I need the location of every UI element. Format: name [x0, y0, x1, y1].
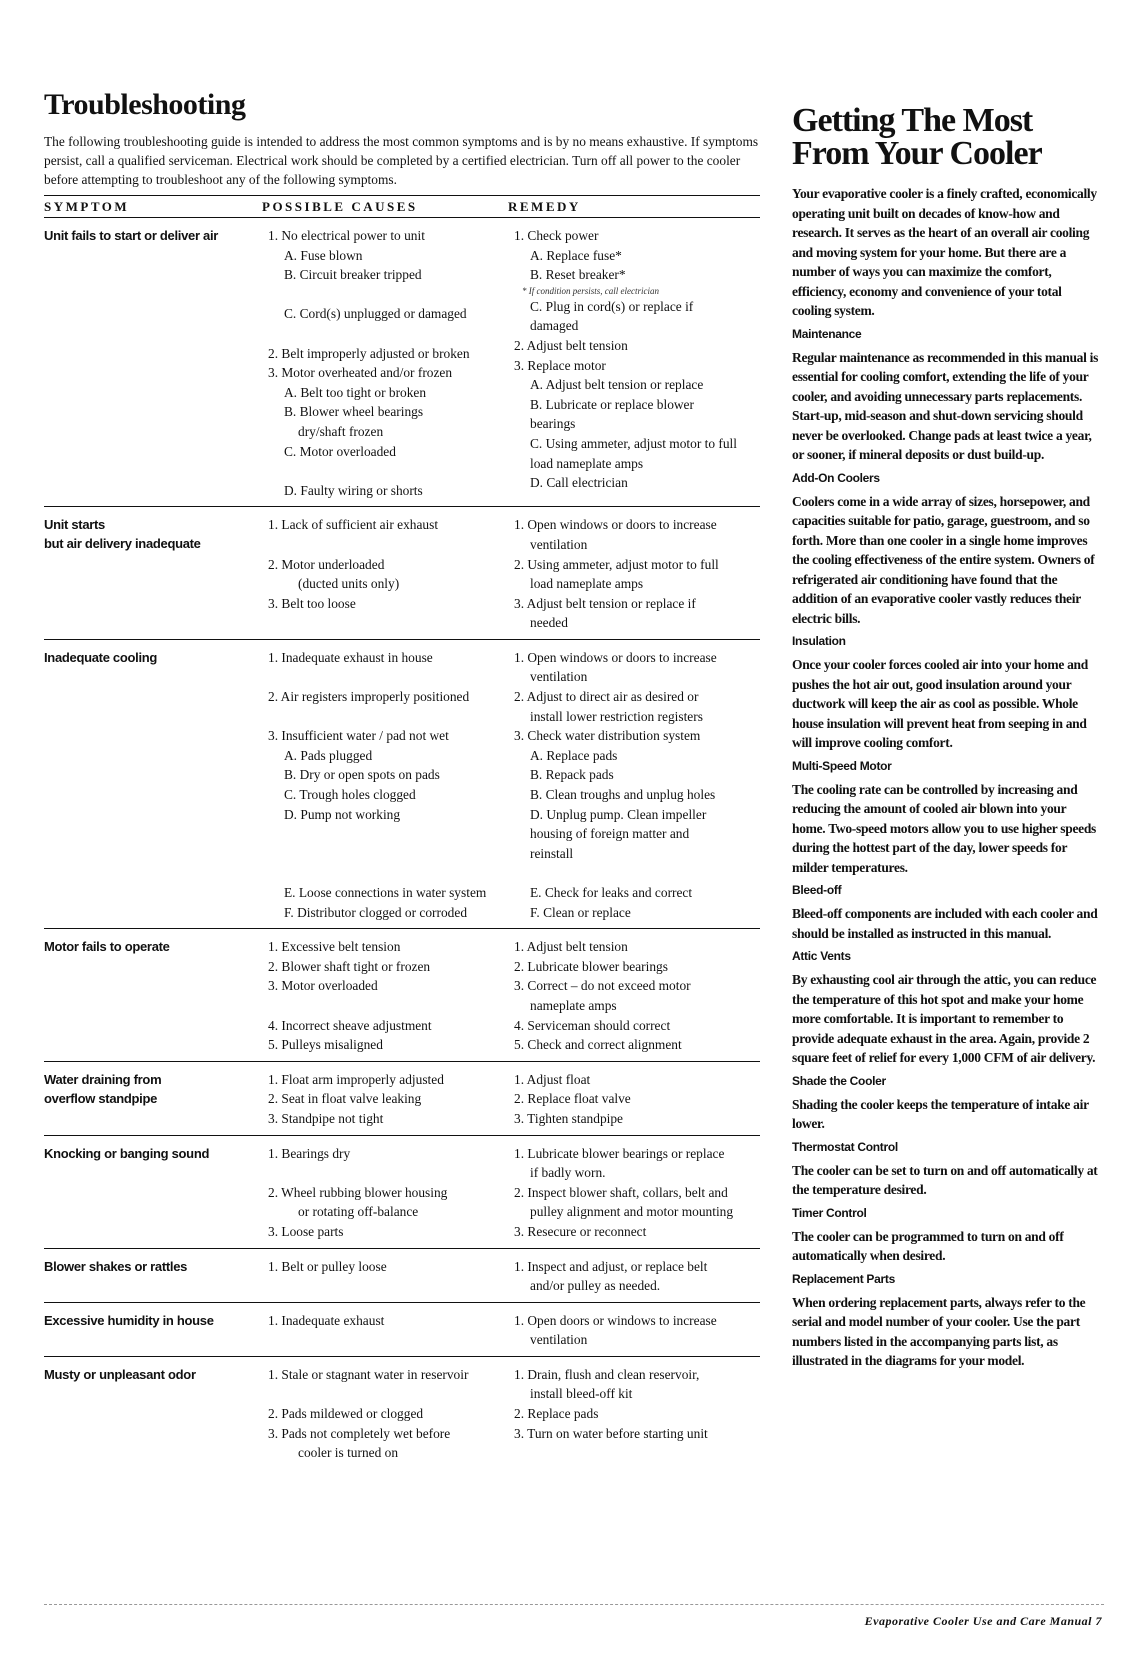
remedy-cell	[508, 937, 760, 1055]
remedy-line: needed	[530, 615, 568, 631]
remedy-line: A. Replace pads	[530, 747, 618, 763]
causes-cell	[262, 515, 508, 633]
getting-most-section	[792, 104, 1102, 1377]
remedy-line: 1. Drain, flush and clean reservoir,	[514, 1366, 700, 1382]
remedy-line: damaged	[530, 318, 579, 334]
topic-heading: Multi-Speed Motor	[792, 758, 892, 773]
symptom-cell	[44, 937, 262, 1055]
cause-line: 3. Belt too loose	[268, 595, 356, 611]
topic-heading: Thermostat Control	[792, 1139, 898, 1154]
remedy-line: D. Call electrician	[530, 475, 628, 491]
causes-cell	[262, 226, 508, 500]
remedy-line: bearings	[530, 416, 576, 432]
remedy-line	[508, 1443, 760, 1463]
cause-line: A. Belt too tight or broken	[284, 384, 427, 400]
remedy-line: B. Lubricate or replace blower	[530, 396, 694, 412]
cause-line: D. Faulty wiring or shorts	[284, 482, 423, 498]
symptom-header: SYMPTOM	[44, 199, 130, 214]
troubleshooting-row	[44, 1061, 760, 1135]
remedy-line: B. Reset breaker*	[530, 267, 626, 283]
cause-line	[262, 1384, 508, 1404]
cause-line: 1. Belt or pulley loose	[268, 1258, 387, 1274]
cause-line: 3. Insufficient water / pad not wet	[268, 728, 449, 744]
causes-cell	[262, 937, 508, 1055]
remedy-line: 3. Correct – do not exceed motor	[514, 978, 691, 994]
remedy-cell	[508, 1070, 760, 1129]
cause-line: 3. Motor overheated and/or frozen	[268, 365, 453, 381]
symptom-text: Knocking or banging sound	[44, 1145, 210, 1161]
remedy-line: 1. Check power	[514, 228, 599, 243]
remedy-line: 3. Replace motor	[514, 357, 606, 373]
remedy-line: 4. Serviceman should correct	[514, 1017, 671, 1033]
topic-body: Coolers come in a wide array of sizes, horsepower, and capacities suitable for patio, garage, guestroom, and so forth. More than one cooler in a single home improves the cooling effectiveness of the entire system. Owners of refrigerated air conditioning have found that the addition of an evaporative cooler vastly reduces their electric bills.	[792, 493, 1095, 626]
remedy-line: 2. Adjust to direct air as desired or	[514, 689, 699, 705]
cause-line	[262, 1163, 508, 1183]
causes-cell	[262, 648, 508, 922]
remedy-line: load nameplate amps	[530, 455, 644, 471]
symptom-cell	[44, 1070, 262, 1129]
symptom-cell	[44, 1365, 262, 1463]
cause-line: A. Pads plugged	[284, 747, 373, 763]
symptom-cell	[44, 648, 262, 922]
remedy-line: 2. Lubricate blower bearings	[514, 958, 668, 974]
remedy-cell	[508, 1311, 760, 1350]
page-footer	[865, 1614, 1102, 1629]
remedy-line: 3. Adjust belt tension or replace if	[514, 595, 696, 611]
cause-line	[262, 844, 508, 864]
remedy-line: A. Replace fuse*	[530, 247, 622, 263]
remedy-line: 2. Replace float valve	[514, 1091, 631, 1107]
cause-line: D. Pump not working	[284, 806, 401, 822]
causes-cell	[262, 1311, 508, 1350]
remedy-line: 1. Open windows or doors to increase	[514, 517, 717, 533]
cause-line: cooler is turned on	[298, 1445, 399, 1461]
topic-body: The cooling rate can be controlled by increasing and reducing the amount of cooled air blown into your home. Two-speed motors allow you to use higher speeds during the hottest part of the day, lower speeds for milder temperatures.	[792, 781, 1096, 875]
cause-line: B. Dry or open spots on pads	[284, 767, 440, 783]
remedy-cell	[508, 515, 760, 633]
topic-body: The cooler can be set to turn on and off automatically at the temperature desired.	[792, 1162, 1098, 1197]
cause-line: 2. Seat in float valve leaking	[268, 1091, 422, 1107]
topics-list	[792, 327, 1102, 1371]
symptom-text: Blower shakes or rattles	[44, 1258, 188, 1274]
cause-line: A. Fuse blown	[284, 247, 363, 263]
cause-line: 2. Wheel rubbing blower housing	[268, 1184, 448, 1200]
topic-body: By exhausting cool air through the attic, you can reduce the temperature of this hot spot and make your home more comfortable. It is important to remember to provide adequate exhaust in the area. Again, provide 2 square feet of relief for every 1,000 CFM of air delivery.	[792, 972, 1097, 1065]
cause-line: 3. Loose parts	[268, 1223, 344, 1239]
troubleshooting-row	[44, 1248, 760, 1302]
remedy-header: REMEDY	[508, 199, 581, 214]
remedy-line: 3. Tighten standpipe	[514, 1110, 623, 1126]
table-header	[44, 195, 760, 218]
remedy-line	[508, 863, 760, 883]
remedy-line: 1. Open windows or doors to increase	[514, 649, 717, 665]
symptom-text: Excessive humidity in house	[44, 1312, 214, 1328]
remedy-line: ventilation	[530, 1332, 588, 1348]
troubleshooting-row	[44, 506, 760, 639]
cause-line: C. Trough holes clogged	[284, 787, 416, 803]
remedy-line: E. Check for leaks and correct	[530, 885, 693, 900]
cause-line: 1. Float arm improperly adjusted	[268, 1071, 444, 1087]
causes-cell	[262, 1365, 508, 1463]
cause-line: 2. Air registers improperly positioned	[268, 689, 470, 705]
cause-line: 1. Inadequate exhaust	[268, 1312, 385, 1328]
remedy-line: 2. Inspect blower shaft, collars, belt and	[514, 1184, 728, 1200]
title-line-2: From Your Cooler	[792, 135, 1042, 172]
remedy-line: 1. Inspect and adjust, or replace belt	[514, 1258, 708, 1274]
cause-line: 5. Pulleys misaligned	[268, 1037, 383, 1053]
topic-heading: Bleed-off	[792, 883, 842, 897]
remedy-line: nameplate amps	[530, 997, 617, 1013]
cause-line: 3. Standpipe not tight	[268, 1110, 384, 1126]
cause-line	[262, 667, 508, 687]
remedy-line: install bleed-off kit	[530, 1386, 633, 1402]
troubleshooting-intro: The following troubleshooting guide is intended to address the most common symptoms and is by no means exhaustive. If symptoms persist, call a qualified serviceman. Electrical work should be completed by a certified electrician. Turn off all power to the cooler before attempting to troubleshoot any of the following symptoms.	[44, 134, 759, 187]
symptom-text: Unit fails to start or deliver air	[44, 228, 219, 243]
remedy-line: 3. Check water distribution system	[514, 728, 701, 744]
symptom-text: Motor fails to operate	[44, 939, 170, 955]
topic-body: Once your cooler forces cooled air into your home and pushes the hot air out, good insulation around your ductwork will keep the air as cool as possible. Whole house insulation will prevent heat from seeping in and will improve cooling comfort.	[792, 657, 1088, 750]
symptom-text: overflow standpipe	[44, 1090, 158, 1106]
remedy-line: D. Unplug pump. Clean impeller	[530, 806, 707, 822]
troubleshooting-table	[44, 218, 760, 1469]
troubleshooting-row	[44, 1135, 760, 1248]
cause-line: 1. Lack of sufficient air exhaust	[268, 517, 439, 533]
remedy-cell	[508, 648, 760, 922]
cause-line: 1. Excessive belt tension	[268, 939, 401, 955]
remedy-line: C. Using ammeter, adjust motor to full	[530, 435, 737, 451]
remedy-line: pulley alignment and motor mounting	[530, 1204, 734, 1220]
symptom-text: Musty or unpleasant odor	[44, 1366, 196, 1382]
symptom-text: Water draining from	[44, 1071, 162, 1087]
remedy-line: install lower restriction registers	[530, 708, 703, 724]
cause-line: 1. Bearings dry	[268, 1145, 351, 1161]
cause-line	[262, 996, 508, 1016]
remedy-line: 5. Check and correct alignment	[514, 1037, 682, 1053]
topic-heading: Shade the Cooler	[792, 1073, 886, 1088]
remedy-line: F. Clean or replace	[530, 904, 631, 920]
symptom-text: but air delivery inadequate	[44, 536, 201, 552]
cause-line	[262, 461, 508, 481]
symptom-cell	[44, 1144, 262, 1242]
title-line-1: Getting The Most	[792, 102, 1033, 139]
troubleshooting-row	[44, 928, 760, 1061]
causes-cell	[262, 1144, 508, 1242]
cause-line: 2. Belt improperly adjusted or broken	[268, 345, 470, 361]
cause-line: C. Cord(s) unplugged or damaged	[284, 306, 467, 322]
remedy-line: 1. Adjust float	[514, 1071, 591, 1087]
symptom-text: Inadequate cooling	[44, 649, 158, 665]
troubleshooting-row	[44, 639, 760, 928]
topic-heading: Maintenance	[792, 326, 862, 341]
remedy-line: B. Clean troughs and unplug holes	[530, 787, 716, 803]
remedy-cell	[508, 1257, 760, 1296]
cause-line: 2. Motor underloaded	[268, 556, 385, 572]
remedy-cell	[508, 226, 760, 500]
page-number: 7	[1095, 1614, 1102, 1628]
troubleshooting-row	[44, 1356, 760, 1469]
symptom-cell	[44, 226, 262, 500]
causes-cell	[262, 1070, 508, 1129]
causes-cell	[262, 1257, 508, 1296]
getting-most-intro: Your evaporative cooler is a finely crafted, economically operating unit built on decades of know-how and research. It serves as the heart of an overall air cooling and moving system for your home. But there are a number of ways you can maximize the comfort, efficiency, economy and convenience of your total cooling system.	[792, 186, 1097, 318]
cause-line: 1. No electrical power to unit	[268, 228, 425, 243]
cause-line: 3. Pads not completely wet before	[268, 1425, 451, 1441]
remedy-line: B. Repack pads	[530, 767, 614, 783]
cause-line	[262, 863, 508, 883]
cause-line: B. Blower wheel bearings	[284, 404, 424, 420]
causes-header: POSSIBLE CAUSES	[262, 199, 418, 214]
remedy-line: C. Plug in cord(s) or replace if	[530, 298, 694, 314]
symptom-cell	[44, 1257, 262, 1296]
topic-body: Bleed-off components are included with each cooler and should be installed as instructed in this manual.	[792, 906, 1098, 941]
topic-heading: Add-On Coolers	[792, 470, 880, 485]
troubleshooting-row	[44, 1302, 760, 1356]
remedy-line: 2. Replace pads	[514, 1406, 599, 1422]
remedy-line: 1. Lubricate blower bearings or replace	[514, 1145, 725, 1161]
cause-line: B. Circuit breaker tripped	[284, 267, 422, 283]
remedy-line: 1. Adjust belt tension	[514, 939, 628, 955]
remedy-line: ventilation	[530, 536, 588, 552]
cause-line: (ducted units only)	[298, 576, 400, 592]
cause-line	[262, 285, 508, 305]
remedy-line: reinstall	[530, 845, 574, 861]
getting-most-title	[792, 104, 1102, 170]
cause-line: dry/shaft frozen	[298, 423, 384, 439]
remedy-cell	[508, 1144, 760, 1242]
troubleshooting-title: Troubleshooting	[44, 88, 246, 121]
remedy-line: 2. Using ammeter, adjust motor to full	[514, 556, 719, 572]
topic-heading: Insulation	[792, 634, 846, 648]
cause-line	[262, 535, 508, 555]
cause-line	[262, 613, 508, 633]
cause-line	[262, 324, 508, 344]
topic-body: Regular maintenance as recommended in this manual is essential for cooling comfort, extending the life of your cooler, and avoiding unnecessary parts replacements. Start-up, mid-season and shut-down servicing should never be overlooked. Change pads at least twice a year, or sooner, if mineral deposits or dust build-up.	[792, 349, 1099, 462]
cause-line: C. Motor overloaded	[284, 443, 396, 459]
topic-body: The cooler can be programmed to turn on and off automatically when desired.	[792, 1228, 1064, 1263]
footer-text: Evaporative Cooler Use and Care Manual	[864, 1614, 1092, 1628]
cause-line	[262, 824, 508, 844]
cause-line	[262, 707, 508, 727]
topic-heading: Timer Control	[792, 1205, 867, 1220]
remedy-line: 2. Adjust belt tension	[514, 337, 628, 353]
cause-line: F. Distributor clogged or corroded	[284, 904, 468, 920]
cause-line: 4. Incorrect sheave adjustment	[268, 1017, 432, 1033]
remedy-line: and/or pulley as needed.	[530, 1278, 661, 1294]
symptom-cell	[44, 1311, 262, 1350]
topic-body: When ordering replacement parts, always refer to the serial and model number of your cooler. Use the part numbers listed in the accompanying parts list, as illustrated in the diagrams for your model.	[792, 1294, 1086, 1368]
cause-line: 1. Stale or stagnant water in reservoir	[268, 1366, 469, 1382]
remedy-line: load nameplate amps	[530, 576, 644, 592]
symptom-cell	[44, 515, 262, 633]
cause-line: 2. Pads mildewed or clogged	[268, 1406, 424, 1422]
remedy-line: * If condition persists, call electrician	[522, 285, 659, 296]
cause-line: E. Loose connections in water system	[284, 885, 487, 900]
cause-line: or rotating off-balance	[298, 1204, 419, 1220]
symptom-text: Unit starts	[44, 517, 105, 533]
remedy-line: housing of foreign matter and	[530, 826, 690, 842]
remedy-line: 1. Open doors or windows to increase	[514, 1312, 717, 1328]
remedy-line: 3. Resecure or reconnect	[514, 1223, 647, 1239]
cause-line: 3. Motor overloaded	[268, 978, 378, 994]
topic-heading: Attic Vents	[792, 949, 851, 963]
troubleshooting-section	[44, 88, 760, 1469]
cause-line: 2. Blower shaft tight or frozen	[268, 958, 431, 974]
footer-divider	[44, 1604, 1104, 1605]
remedy-line: if badly worn.	[530, 1165, 606, 1181]
cause-line: 1. Inadequate exhaust in house	[268, 649, 433, 665]
topic-body: Shading the cooler keeps the temperature of intake air lower.	[792, 1096, 1089, 1131]
remedy-line: A. Adjust belt tension or replace	[530, 377, 704, 393]
troubleshooting-row	[44, 218, 760, 506]
remedy-cell	[508, 1365, 760, 1463]
topic-heading: Replacement Parts	[792, 1271, 895, 1286]
remedy-line: ventilation	[530, 669, 588, 685]
remedy-line: 3. Turn on water before starting unit	[514, 1425, 708, 1441]
